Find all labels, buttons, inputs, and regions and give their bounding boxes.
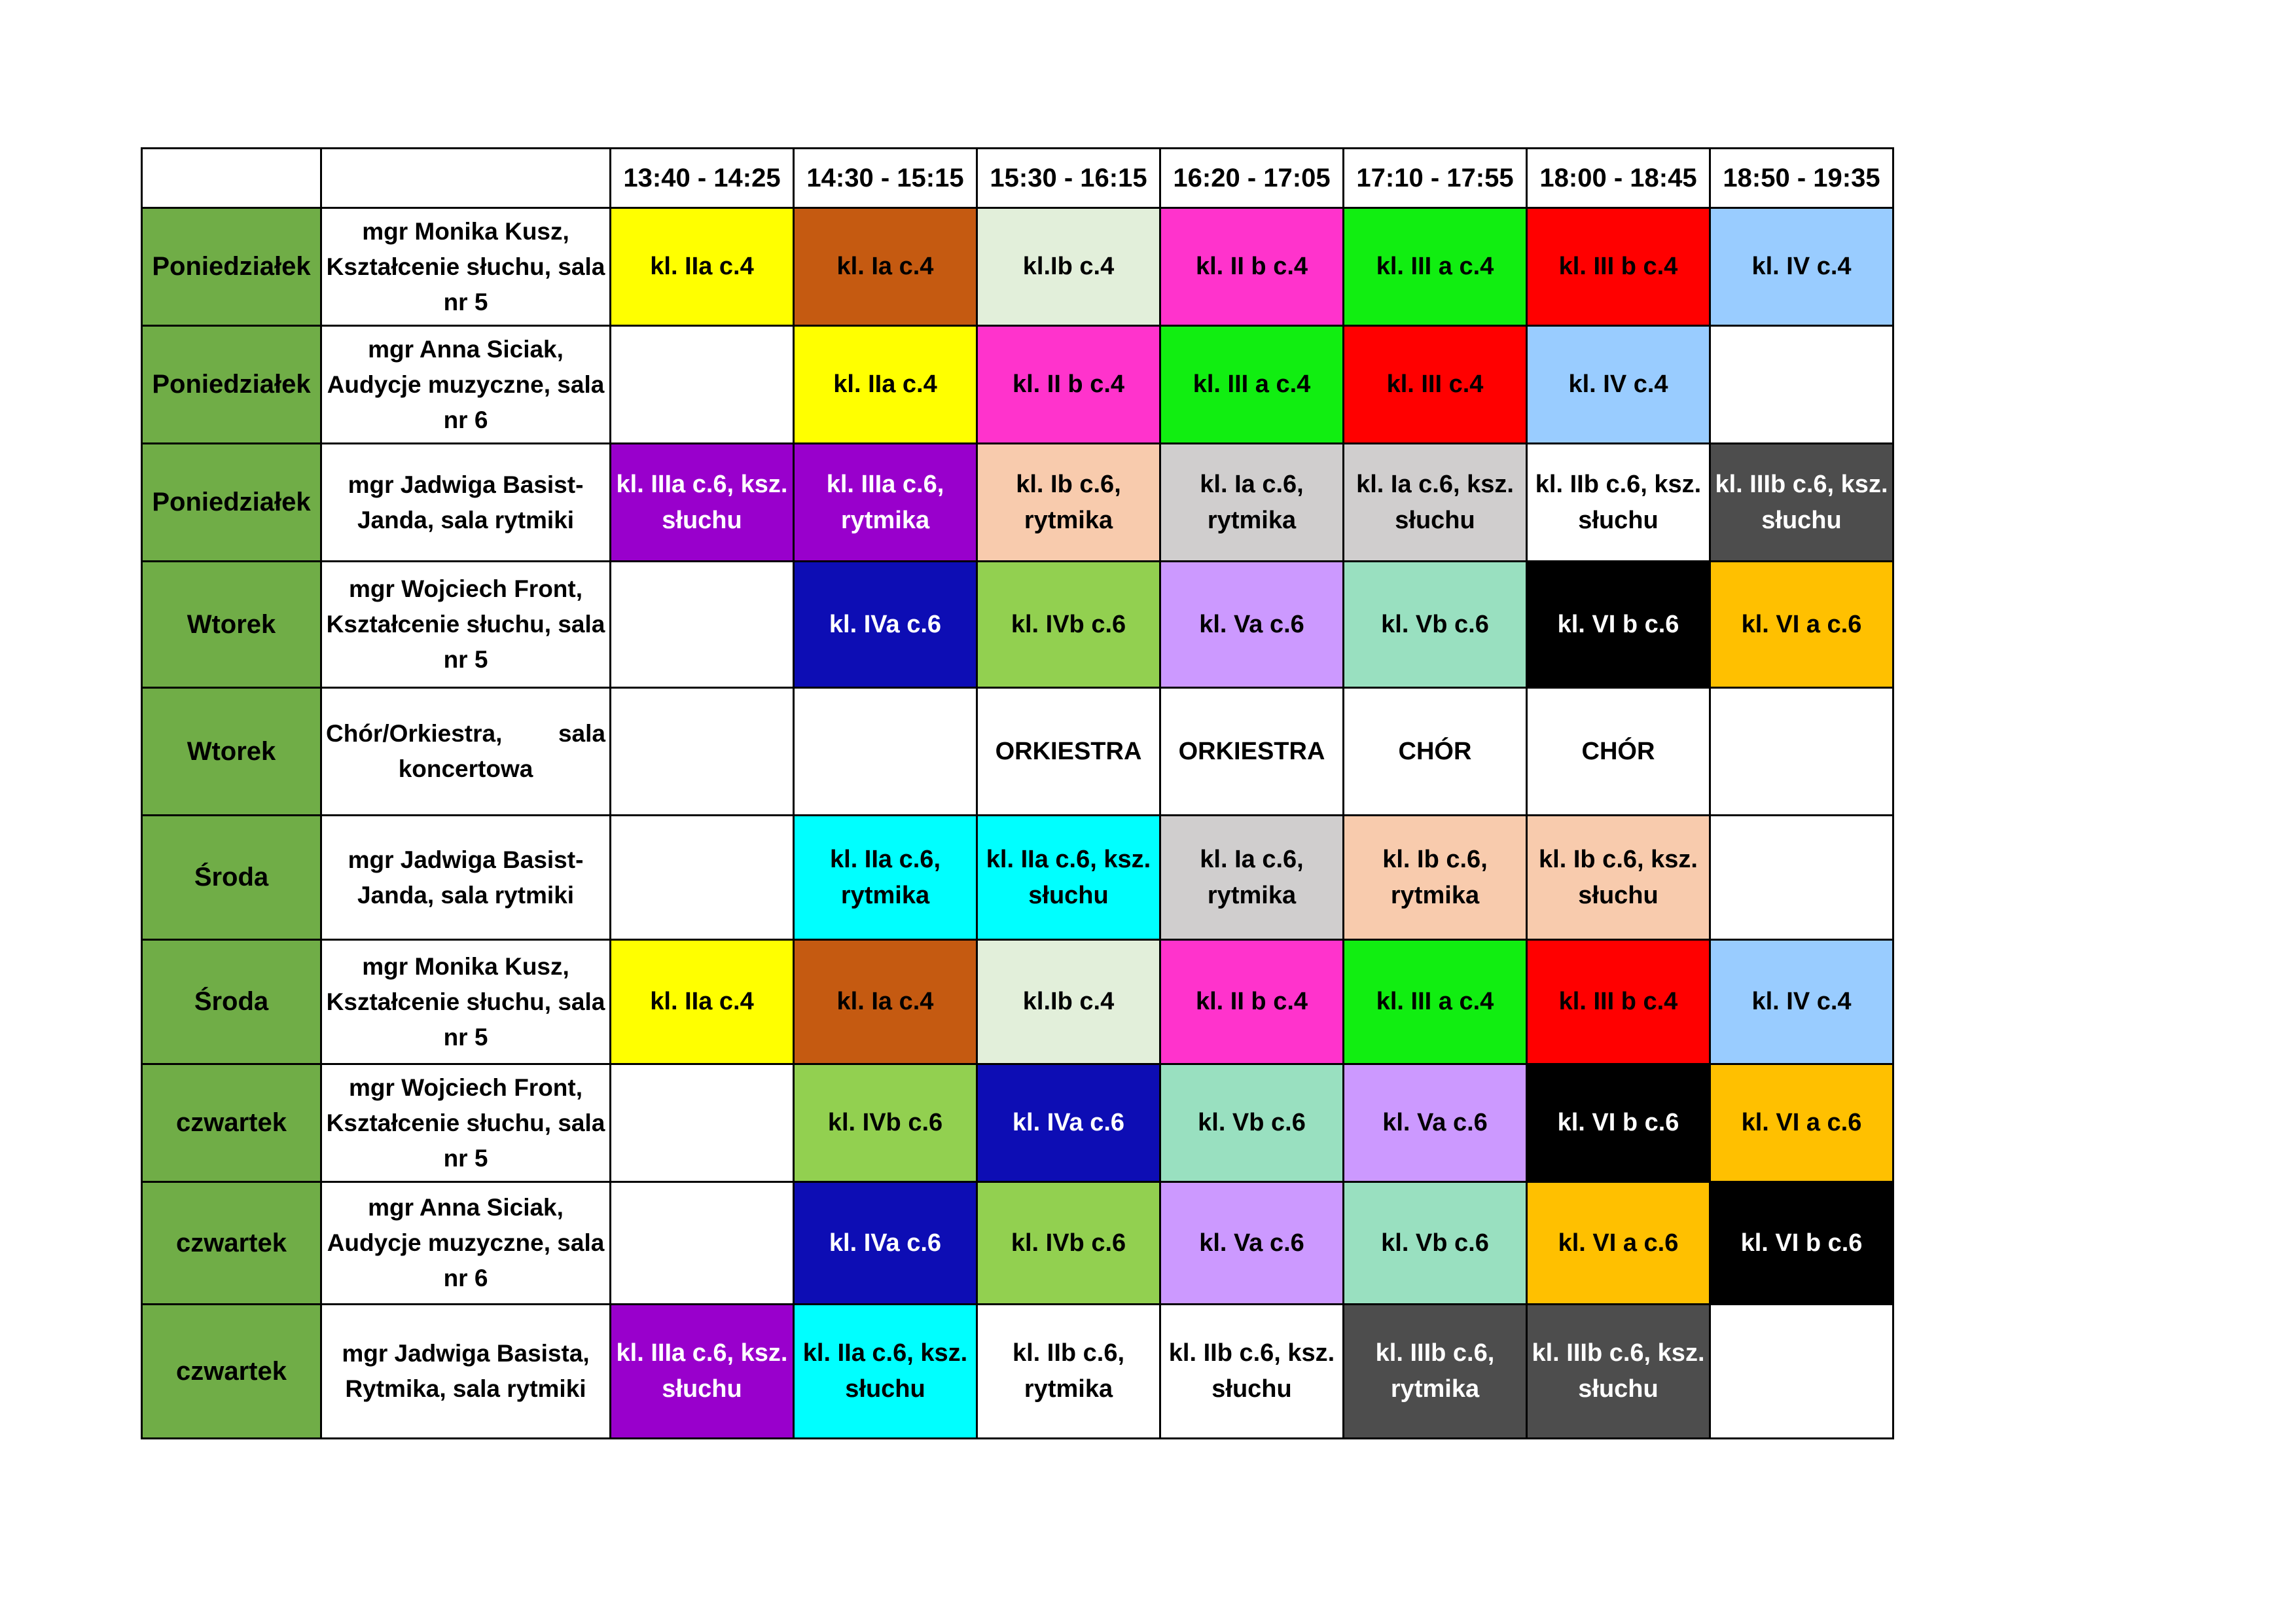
class-slot-cell: kl. IV c.4 [1710, 208, 1893, 326]
day-cell: Środa [142, 940, 321, 1064]
time-slot-header: 17:10 - 17:55 [1344, 149, 1527, 208]
time-slot-header: 14:30 - 15:15 [794, 149, 977, 208]
time-slot-header: 15:30 - 16:15 [977, 149, 1160, 208]
class-slot-cell [1710, 688, 1893, 816]
class-slot-cell: kl. IIIa c.6, ksz. słuchu [611, 444, 794, 562]
class-slot-cell: kl. IVa c.6 [794, 562, 977, 688]
class-slot-cell: kl. III a c.4 [1344, 940, 1527, 1064]
day-cell: Środa [142, 816, 321, 940]
teacher-info-cell: mgr Anna Siciak, Audycje muzyczne, sala nr 6 [321, 1182, 611, 1305]
schedule-table [141, 147, 1894, 1439]
class-slot-cell [611, 1182, 794, 1305]
class-slot-cell: kl. IIIa c.6, ksz. słuchu [611, 1305, 794, 1439]
class-slot-cell: kl. Ia c.6, rytmika [1160, 816, 1344, 940]
schedule-row [142, 1182, 1893, 1305]
class-slot-cell: kl. Ia c.6, ksz. słuchu [1344, 444, 1527, 562]
class-slot-cell [794, 688, 977, 816]
class-slot-cell [611, 688, 794, 816]
class-slot-cell: kl. Va c.6 [1160, 562, 1344, 688]
class-slot-cell: kl. IIIb c.6, ksz. słuchu [1710, 444, 1893, 562]
class-slot-cell: kl. IIa c.4 [611, 940, 794, 1064]
class-slot-cell: ORKIESTRA [977, 688, 1160, 816]
time-slot-header: 16:20 - 17:05 [1160, 149, 1344, 208]
schedule-row [142, 1305, 1893, 1439]
teacher-info-cell: mgr Anna Siciak, Audycje muzyczne, sala nr 6 [321, 326, 611, 444]
teacher-info-cell: mgr Monika Kusz, Kształcenie słuchu, sala nr 5 [321, 940, 611, 1064]
header-corner-day [142, 149, 321, 208]
class-slot-cell: kl. IIa c.4 [794, 326, 977, 444]
teacher-info-cell: mgr Jadwiga Basist-Janda, sala rytmiki [321, 816, 611, 940]
class-slot-cell: kl. IV c.4 [1710, 940, 1893, 1064]
schedule-row [142, 688, 1893, 816]
time-slot-header: 13:40 - 14:25 [611, 149, 794, 208]
class-slot-cell [611, 326, 794, 444]
class-slot-cell: kl. IIa c.4 [611, 208, 794, 326]
day-cell: czwartek [142, 1182, 321, 1305]
class-slot-cell: kl. IIb c.6, rytmika [977, 1305, 1160, 1439]
class-slot-cell: ORKIESTRA [1160, 688, 1344, 816]
class-slot-cell: kl. III a c.4 [1160, 326, 1344, 444]
schedule-row [142, 444, 1893, 562]
day-cell: czwartek [142, 1064, 321, 1182]
class-slot-cell: kl. IVa c.6 [794, 1182, 977, 1305]
day-cell: Wtorek [142, 688, 321, 816]
class-slot-cell: kl. III b c.4 [1527, 940, 1710, 1064]
class-slot-cell: kl.Ib c.4 [977, 208, 1160, 326]
class-slot-cell: kl. IVa c.6 [977, 1064, 1160, 1182]
class-slot-cell: kl. III c.4 [1344, 326, 1527, 444]
class-slot-cell: CHÓR [1527, 688, 1710, 816]
day-cell: Wtorek [142, 562, 321, 688]
class-slot-cell [611, 816, 794, 940]
class-slot-cell [611, 1064, 794, 1182]
class-slot-cell: kl. II b c.4 [1160, 208, 1344, 326]
teacher-info-cell: Chór/Orkiestra, sala koncertowa [321, 688, 611, 816]
class-slot-cell: kl. III a c.4 [1344, 208, 1527, 326]
class-slot-cell [1710, 816, 1893, 940]
class-slot-cell: kl. VI a c.6 [1710, 562, 1893, 688]
day-cell: Poniedziałek [142, 208, 321, 326]
day-cell: Poniedziałek [142, 326, 321, 444]
schedule-row [142, 208, 1893, 326]
class-slot-cell: kl. VI b c.6 [1527, 1064, 1710, 1182]
class-slot-cell: kl. IVb c.6 [977, 562, 1160, 688]
class-slot-cell: kl.Ib c.4 [977, 940, 1160, 1064]
teacher-info-cell: mgr Monika Kusz, Kształcenie słuchu, sala nr 5 [321, 208, 611, 326]
class-slot-cell: kl. Va c.6 [1344, 1064, 1527, 1182]
class-slot-cell: kl. IIa c.6, rytmika [794, 816, 977, 940]
teacher-info-cell: mgr Wojciech Front, Kształcenie słuchu, sala nr 5 [321, 1064, 611, 1182]
class-slot-cell: kl. VI a c.6 [1710, 1064, 1893, 1182]
day-cell: Poniedziałek [142, 444, 321, 562]
schedule-row [142, 816, 1893, 940]
class-slot-cell: kl. VI b c.6 [1527, 562, 1710, 688]
time-slot-header: 18:00 - 18:45 [1527, 149, 1710, 208]
teacher-info-cell: mgr Wojciech Front, Kształcenie słuchu, sala nr 5 [321, 562, 611, 688]
class-slot-cell: kl. Ia c.4 [794, 940, 977, 1064]
class-slot-cell: kl. Va c.6 [1160, 1182, 1344, 1305]
class-slot-cell: kl. Vb c.6 [1344, 562, 1527, 688]
class-slot-cell: kl. IIb c.6, ksz. słuchu [1160, 1305, 1344, 1439]
time-slot-header: 18:50 - 19:35 [1710, 149, 1893, 208]
schedule-row [142, 562, 1893, 688]
schedule-row [142, 940, 1893, 1064]
class-slot-cell: kl. IIa c.6, ksz. słuchu [794, 1305, 977, 1439]
class-slot-cell: kl. Vb c.6 [1344, 1182, 1527, 1305]
schedule-row [142, 326, 1893, 444]
class-slot-cell: kl. II b c.4 [977, 326, 1160, 444]
class-slot-cell: kl. IIb c.6, ksz. słuchu [1527, 444, 1710, 562]
class-slot-cell: kl. III b c.4 [1527, 208, 1710, 326]
teacher-info-cell: mgr Jadwiga Basista, Rytmika, sala rytmiki [321, 1305, 611, 1439]
teacher-info-cell: mgr Jadwiga Basist-Janda, sala rytmiki [321, 444, 611, 562]
class-slot-cell: kl. IVb c.6 [794, 1064, 977, 1182]
class-slot-cell: kl. Ib c.6, rytmika [977, 444, 1160, 562]
class-slot-cell: kl. Ib c.6, ksz. słuchu [1527, 816, 1710, 940]
class-slot-cell: kl. VI a c.6 [1527, 1182, 1710, 1305]
day-cell: czwartek [142, 1305, 321, 1439]
class-slot-cell [611, 562, 794, 688]
class-slot-cell: kl. IVb c.6 [977, 1182, 1160, 1305]
class-slot-cell: CHÓR [1344, 688, 1527, 816]
class-slot-cell: kl. Vb c.6 [1160, 1064, 1344, 1182]
class-slot-cell: kl. IIa c.6, ksz. słuchu [977, 816, 1160, 940]
class-slot-cell [1710, 326, 1893, 444]
class-slot-cell: kl. IIIb c.6, ksz. słuchu [1527, 1305, 1710, 1439]
class-slot-cell: kl. IV c.4 [1527, 326, 1710, 444]
class-slot-cell: kl. Ib c.6, rytmika [1344, 816, 1527, 940]
class-slot-cell: kl. Ia c.6, rytmika [1160, 444, 1344, 562]
class-slot-cell: kl. II b c.4 [1160, 940, 1344, 1064]
class-slot-cell: kl. VI b c.6 [1710, 1182, 1893, 1305]
class-slot-cell: kl. IIIa c.6, rytmika [794, 444, 977, 562]
class-slot-cell [1710, 1305, 1893, 1439]
header-corner-info [321, 149, 611, 208]
class-slot-cell: kl. IIIb c.6, rytmika [1344, 1305, 1527, 1439]
class-slot-cell: kl. Ia c.4 [794, 208, 977, 326]
header-row [142, 149, 1893, 208]
schedule-row [142, 1064, 1893, 1182]
